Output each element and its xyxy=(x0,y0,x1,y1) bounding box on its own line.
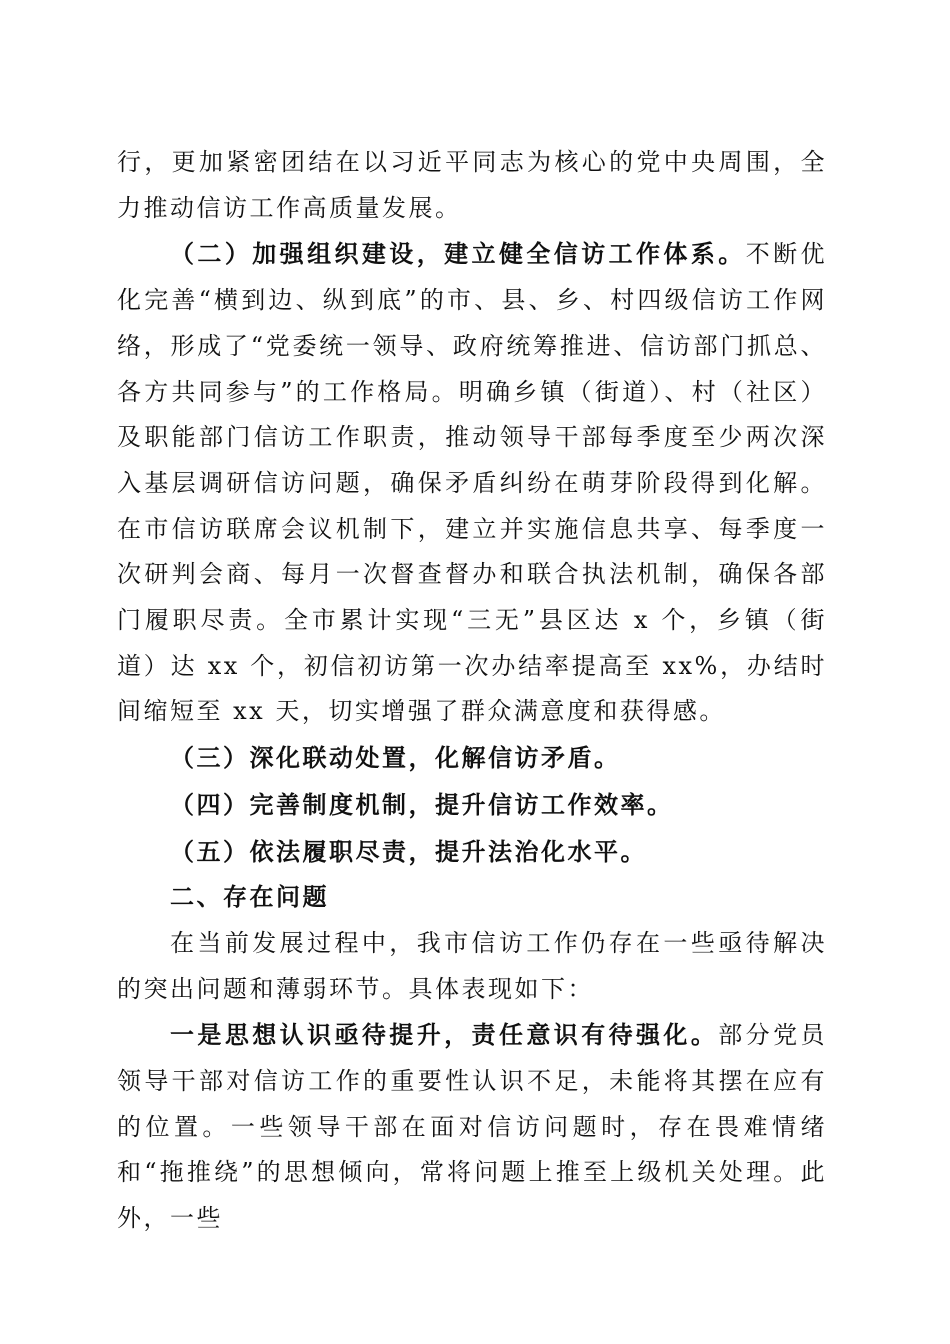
paragraph-text: 行，更加紧密团结在以习近平同志为核心的党中央周围，全力推动信访工作高质量发展。 xyxy=(117,148,827,222)
paragraph-point-one xyxy=(117,1012,827,1242)
document-body xyxy=(117,140,827,1242)
paragraph-text: 不断优化完善“横到边、纵到底”的市、县、乡、村四级信访工作网络，形成了“党委统一领导、政府统筹推进、信访部门抓总、各方共同参与”的工作格局。明确乡镇（街道）、村（社区）及职能部门信访工作职责，推动领导干部每季度至少两次深入基层调研信访问题，确保矛盾纠纷在萌芽阶段得到化解。在市信访联席会议机制下，建立并实施信息共享、每季度一次研判会商、每月一次督查督办和联合执法机制，确保各部门履职尽责。全市累计实现“三无”县区达 x 个，乡镇（街道）达 xx 个，初信初访第一次办结率提高至 xx%，办结时间缩短至 xx 天，切实增强了群众满意度和获得感。 xyxy=(117,240,828,726)
paragraph-organization-building xyxy=(117,231,827,735)
paragraph-lead: （三）深化联动处置，化解信访矛盾。 xyxy=(170,743,621,773)
paragraph-text: 部分党员领导干部对信访工作的重要性认识不足，未能将其摆在应有的位置。一些领导干部在面对信访问题时，存在畏难情绪和“拖推绕”的思想倾向，常将问题上推至上级机关处理。此外，一些 xyxy=(117,1021,828,1233)
continuation-paragraph xyxy=(117,140,827,231)
section-heading: 二、存在问题 xyxy=(170,883,329,912)
paragraph-lead: 一是思想认识亟待提升，责任意识有待强化。 xyxy=(170,1020,719,1050)
paragraph-system-mechanism xyxy=(117,782,827,829)
paragraph-lead: （四）完善制度机制，提升信访工作效率。 xyxy=(170,789,674,819)
paragraph-lead: （二）加强组织建设，建立健全信访工作体系。 xyxy=(170,239,746,269)
paragraph-rule-of-law xyxy=(117,829,827,876)
paragraph-linkage-handling xyxy=(117,735,827,782)
paragraph-lead: （五）依法履职尽责，提升法治化水平。 xyxy=(170,836,647,866)
intro-paragraph: 在当前发展过程中，我市信访工作仍存在一些亟待解决的突出问题和薄弱环节。具体表现如下： xyxy=(117,928,827,1003)
